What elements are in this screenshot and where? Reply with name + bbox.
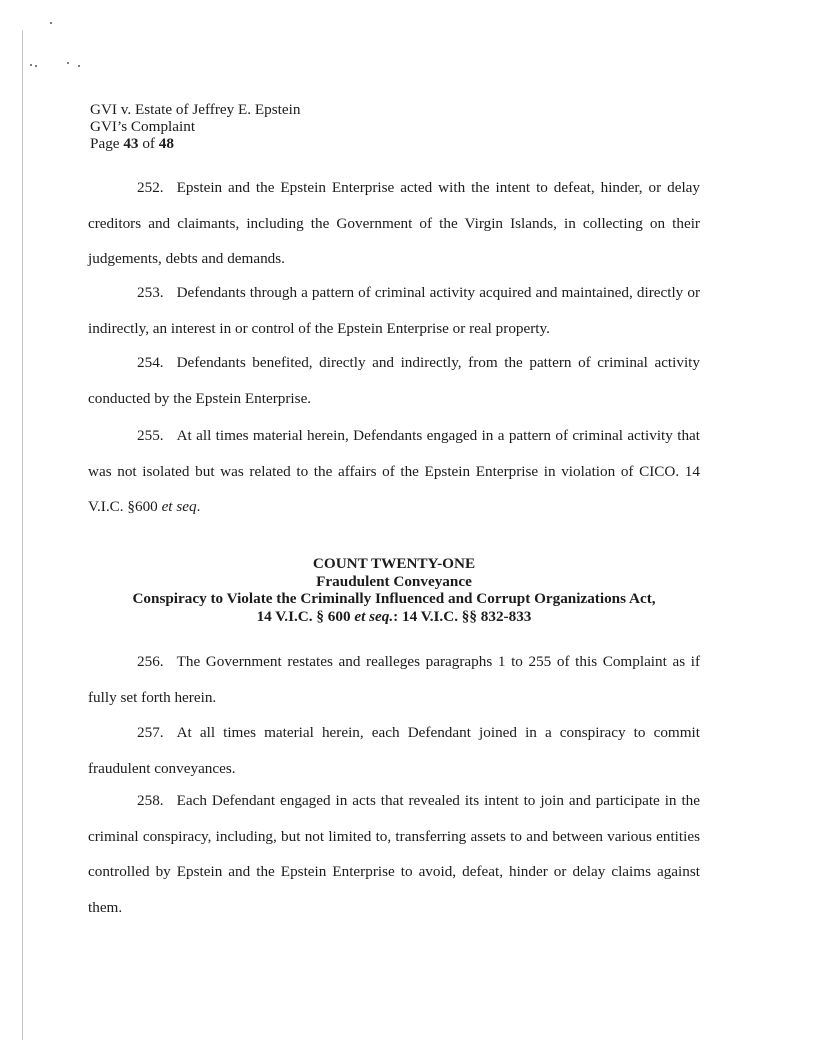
document-title: GVI’s Complaint: [90, 118, 196, 135]
paragraph-number: 254.: [137, 354, 164, 371]
count-heading-line3: Conspiracy to Violate the Criminally Influenced and Corrupt Organizations Act,: [132, 590, 656, 607]
paragraph-258: [88, 783, 700, 925]
page-indicator: Page 43 of 48: [90, 135, 174, 152]
paragraph-text: Epstein and the Epstein Enterprise acted with the intent to defeat, hinder, or delay creditors and claimants, including the Government of the Virgin Islands, in collecting on their judgements, debts and demands.: [88, 179, 700, 267]
paragraph-number: 256.: [137, 653, 164, 670]
paragraph-text: Defendants through a pattern of criminal activity acquired and maintained, directly or indirectly, an interest in or control of the Epstein Enterprise or real property.: [88, 284, 700, 337]
page-number: 43: [123, 135, 139, 152]
paragraph-number: 253.: [137, 284, 164, 301]
paragraph-text: At all times material herein, Defendants engaged in a pattern of criminal activity that was not isolated but was related to the affairs of the Epstein Enterprise in violation of CICO. 14 V.I.C. §600: [88, 427, 700, 515]
paragraph-255: 255. At all times material herein, Defendants engaged in a pattern of criminal activity that was not isolated but was related to the affairs of the Epstein Enterprise in violation of CICO. 14 V.I.C. §600 et seq.: [88, 418, 700, 525]
paragraph-number: 257.: [137, 724, 164, 741]
paragraph-257: [88, 715, 700, 786]
scan-mark: [78, 65, 80, 67]
page-total: 48: [158, 135, 174, 152]
paragraph-253: [88, 275, 700, 346]
case-caption: GVI v. Estate of Jeffrey E. Epstein: [90, 101, 301, 118]
paragraph-number: 255.: [137, 427, 164, 444]
paragraph-text: Defendants benefited, directly and indirectly, from the pattern of criminal activity conducted by the Epstein Enterprise.: [88, 354, 700, 407]
paragraph-number: 252.: [137, 179, 164, 196]
scan-mark: [35, 65, 37, 67]
paragraph-252: [88, 170, 700, 277]
count-subtitle: Fraudulent Conveyance: [316, 572, 472, 590]
paragraph-text: Each Defendant engaged in acts that revealed its intent to join and participate in the criminal conspiracy, including, but not limited to, transferring assets to and between various entities controlled by Epstein and the Epstein Enterprise to avoid, defeat, hinder or delay claims against them.: [88, 792, 700, 916]
italic-et-seq: et seq: [161, 498, 197, 515]
scan-mark: [30, 64, 32, 66]
scan-edge-left: [22, 30, 23, 1040]
document-header: [90, 101, 300, 152]
count-heading-line4: 14 V.I.C. § 600 et seq.: 14 V.I.C. §§ 832-833: [256, 607, 532, 625]
paragraph-text: At all times material herein, each Defendant joined in a conspiracy to commit fraudulent conveyances.: [88, 724, 700, 777]
paragraph-254: [88, 345, 700, 416]
paragraph-text: The Government restates and realleges paragraphs 1 to 255 of this Complaint as if fully set forth herein.: [88, 653, 700, 706]
scan-mark: [50, 22, 52, 24]
count-title: COUNT TWENTY-ONE: [312, 555, 476, 572]
paragraph-256: [88, 644, 700, 715]
scan-mark: [67, 62, 69, 64]
paragraph-number: 258.: [137, 792, 164, 809]
count-heading: [88, 555, 700, 625]
